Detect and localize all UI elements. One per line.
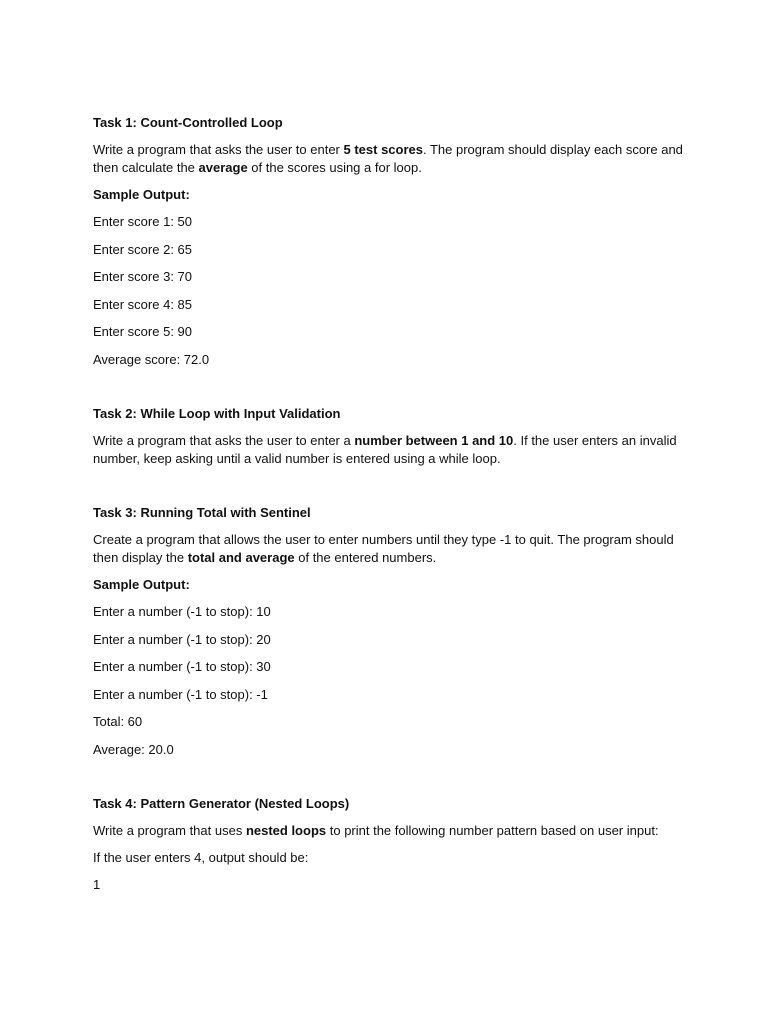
section-spacer xyxy=(93,477,683,504)
task-1-sample-output-label: Sample Output: xyxy=(93,187,190,202)
task-3-output-line: Average: 20.0 xyxy=(93,741,174,757)
task-1-output-line: Enter score 2: 65 xyxy=(93,241,192,257)
task-2-desc-text-2: . If the user enters an invalid number, keep asking until a valid number is entered using a while loop. xyxy=(93,433,677,466)
task-3-output-line: Total: 60 xyxy=(93,714,143,729)
task-1-desc-text-2: . The program should display each score and then calculate the xyxy=(93,142,683,175)
task-1-title: Task 1: Count-Controlled Loop xyxy=(93,115,283,130)
task-2-section xyxy=(93,405,683,468)
task-3-output-line: Enter a number (-1 to stop): 10 xyxy=(93,604,271,619)
task-3-description xyxy=(93,531,683,567)
task-1-output-line: Enter score 5: 90 xyxy=(93,324,192,339)
task-4-section xyxy=(93,795,683,894)
task-2-desc-text-1: Write a program that asks the user to enter a xyxy=(93,433,355,448)
task-4-desc-text-2: to print the following number pattern based on user input: xyxy=(326,823,659,838)
task-3-section xyxy=(93,504,683,759)
task-4-description xyxy=(93,822,683,840)
task-3-desc-bold-1: total and average xyxy=(187,550,295,565)
task-4-example-intro: If the user enters 4, output should be: xyxy=(93,850,309,865)
task-1-desc-bold-2: average xyxy=(198,160,248,175)
task-1-output-line: Average score: 72.0 xyxy=(93,351,210,367)
task-3-output-line: Enter a number (-1 to stop): 30 xyxy=(93,659,271,674)
section-spacer xyxy=(93,378,683,405)
task-1-desc-bold-1: 5 test scores xyxy=(343,142,423,157)
task-1-output-line: Enter score 4: 85 xyxy=(93,296,192,312)
task-3-output-line: Enter a number (-1 to stop): -1 xyxy=(93,686,268,702)
task-3-title: Task 3: Running Total with Sentinel xyxy=(93,505,311,520)
task-1-desc-text-1: Write a program that asks the user to enter xyxy=(93,142,344,157)
task-4-desc-text-1: Write a program that uses xyxy=(93,823,246,838)
task-2-title: Task 2: While Loop with Input Validation xyxy=(93,406,341,421)
task-3-sample-output-label: Sample Output: xyxy=(93,577,190,592)
task-1-output-line: Enter score 3: 70 xyxy=(93,269,192,284)
task-4-desc-bold-1: nested loops xyxy=(245,823,327,838)
task-1-output-line: Enter score 1: 50 xyxy=(93,214,192,229)
task-2-desc-bold-1: number between 1 and 10 xyxy=(354,433,514,448)
task-1-description xyxy=(93,141,683,177)
document-page xyxy=(93,114,683,904)
task-3-output-line: Enter a number (-1 to stop): 20 xyxy=(93,631,271,647)
task-1-section xyxy=(93,114,683,369)
section-spacer xyxy=(93,768,683,795)
task-1-desc-text-3: of the scores using a for loop. xyxy=(247,160,422,175)
task-2-description xyxy=(93,432,683,468)
task-4-title: Task 4: Pattern Generator (Nested Loops) xyxy=(93,796,350,811)
task-3-desc-text-1: Create a program that allows the user to enter numbers until they type -1 to quit. The program should then display the xyxy=(93,532,674,565)
task-3-desc-text-2: of the entered numbers. xyxy=(294,550,437,565)
task-4-output-line: 1 xyxy=(93,877,101,892)
